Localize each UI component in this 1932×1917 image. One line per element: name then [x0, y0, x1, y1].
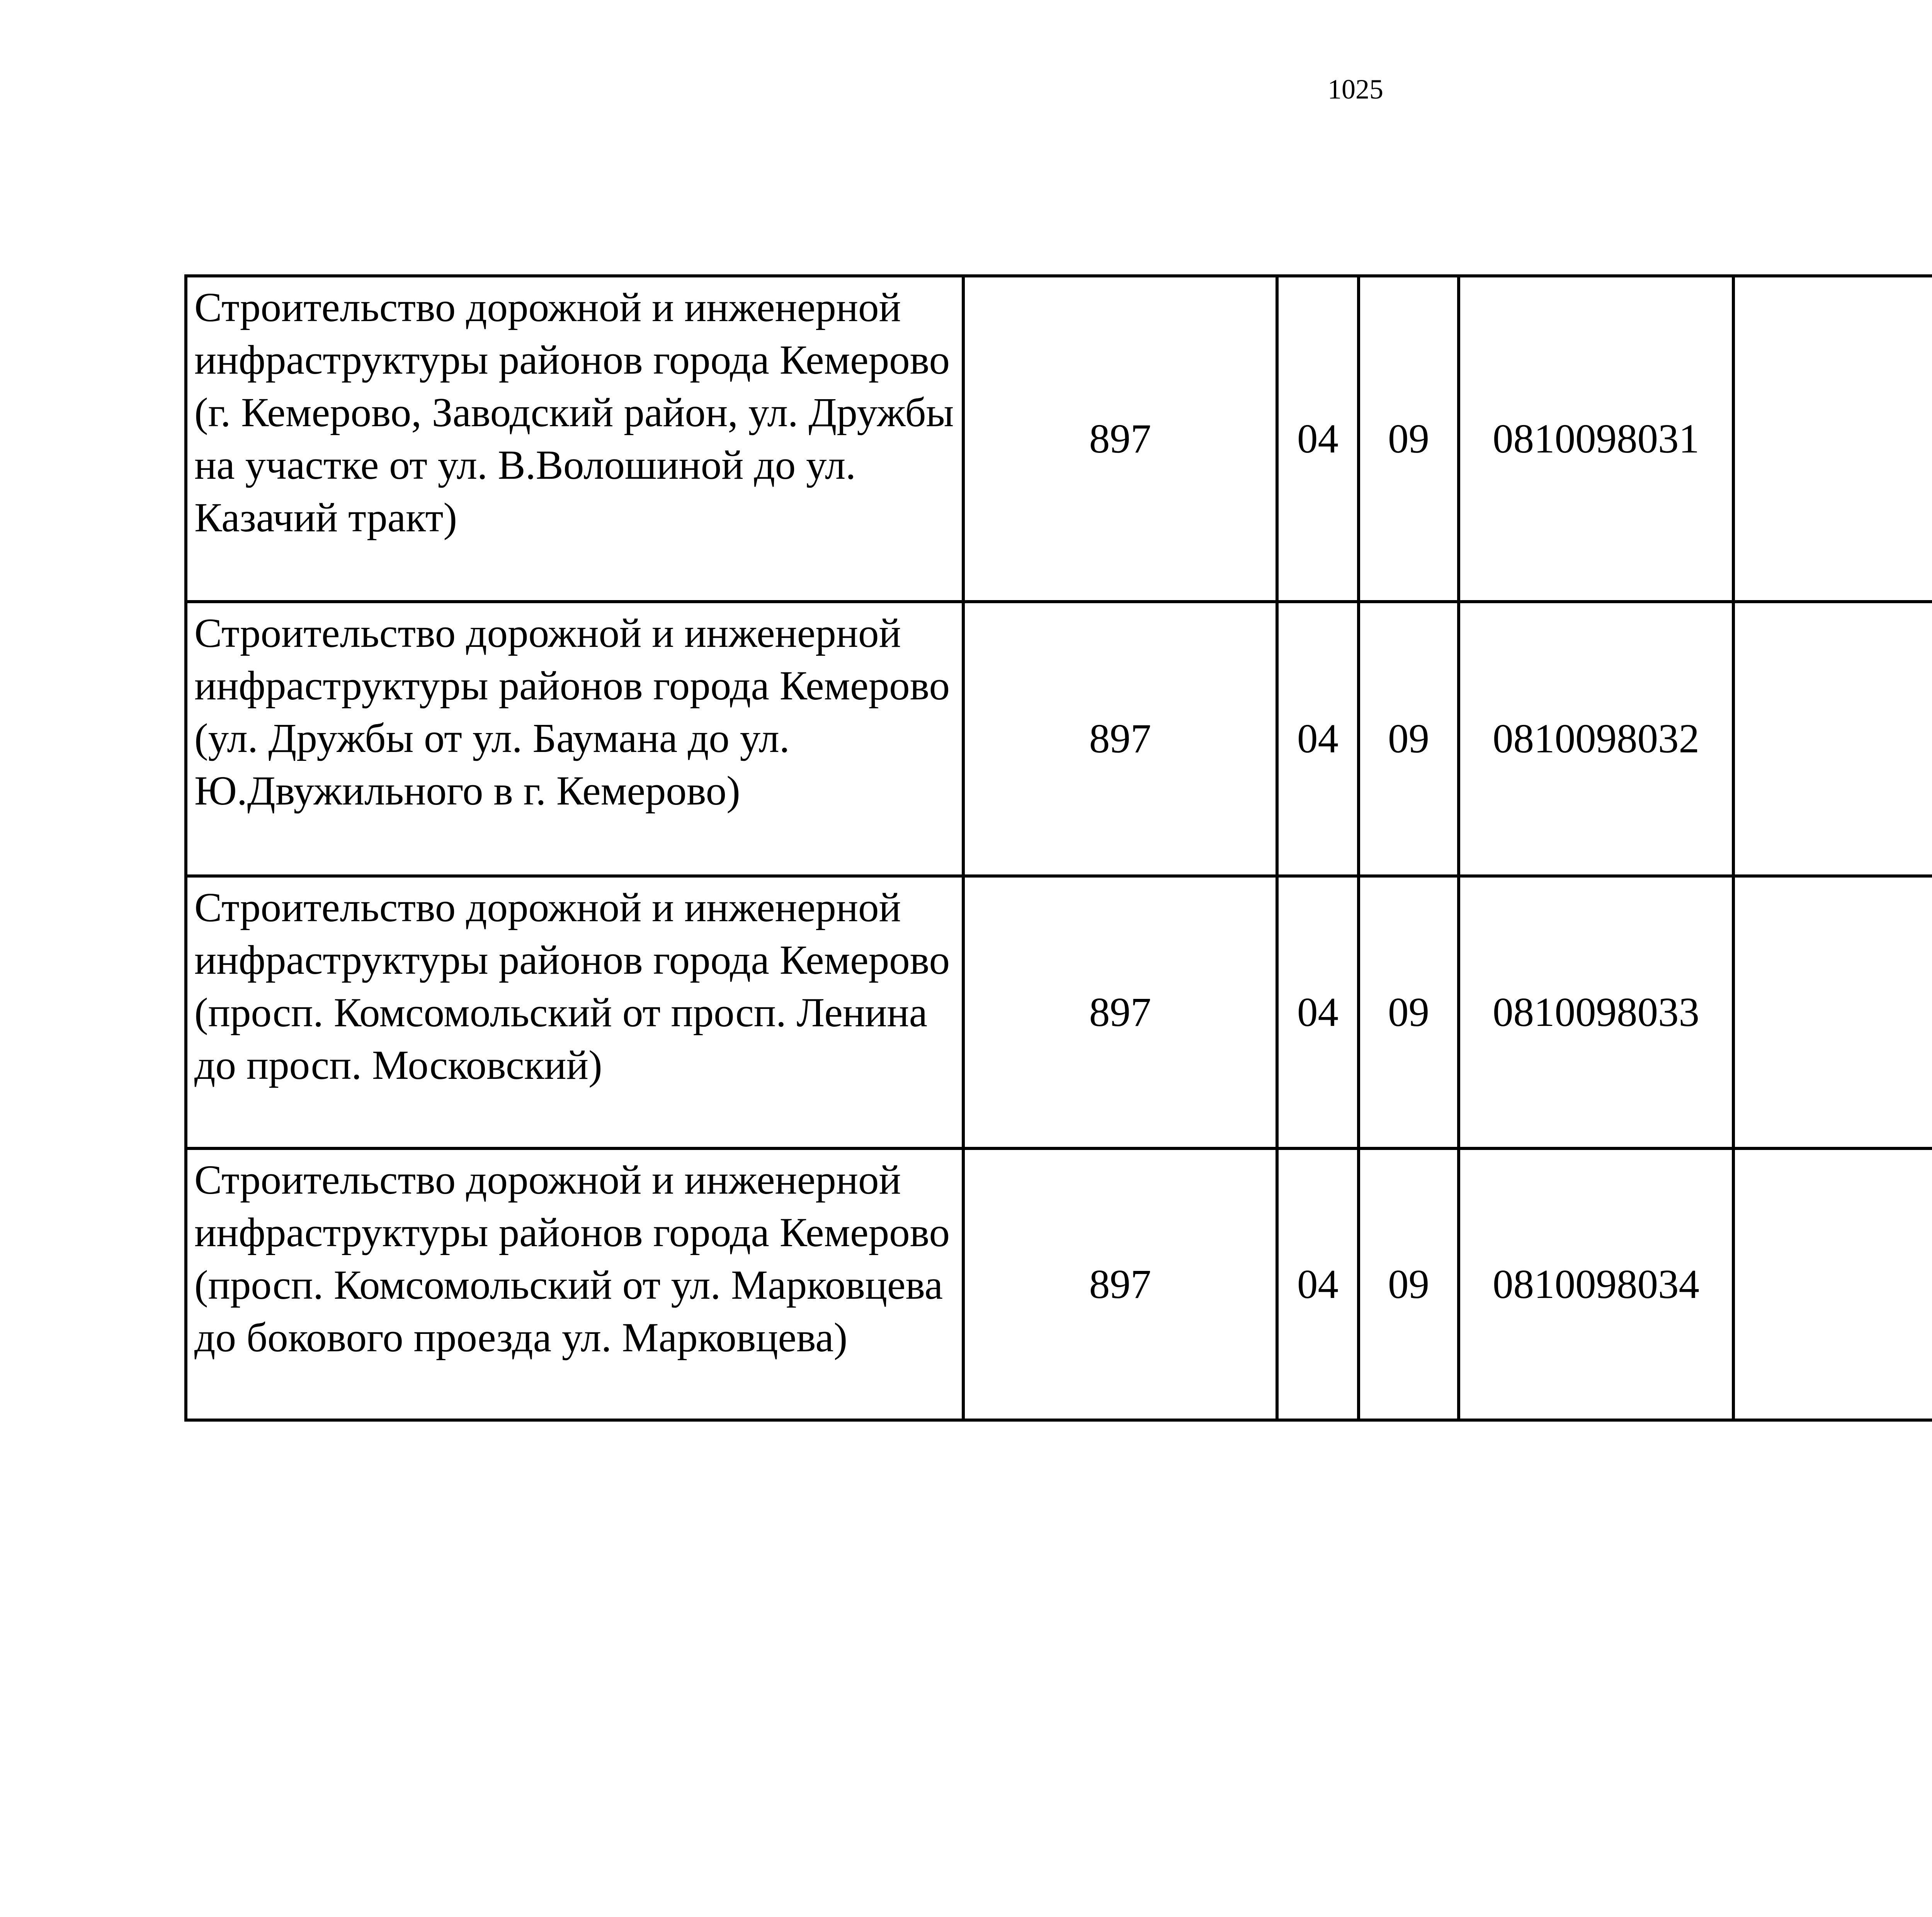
subsection-cell: 09 [1359, 1148, 1459, 1420]
code-cell: 897 [963, 876, 1277, 1148]
code-cell: 897 [963, 276, 1277, 602]
target-cell: 0810098033 [1459, 876, 1733, 1148]
description-cell: Строительство дорожной и инженерной инфраструктуры районов города Кемерово (просп. Комсомольский от ул. Марковцева до бокового проезда ул. Марковцева) [186, 1148, 963, 1420]
target-cell: 0810098032 [1459, 602, 1733, 876]
section-cell: 04 [1277, 276, 1359, 602]
section-cell: 04 [1277, 602, 1359, 876]
type-cell [1733, 876, 1932, 1148]
section-cell: 04 [1277, 876, 1359, 1148]
table-row [186, 876, 1932, 1148]
subsection-cell: 09 [1359, 876, 1459, 1148]
type-cell [1733, 602, 1932, 876]
type-cell [1733, 1148, 1932, 1420]
table-row [186, 276, 1932, 602]
table-row [186, 602, 1932, 876]
description-cell: Строительство дорожной и инженерной инфраструктуры районов города Кемерово (ул. Дружбы от ул. Баумана до ул. Ю.Двужильного в г. Кемерово) [186, 602, 963, 876]
budget-table [184, 274, 1932, 1422]
code-cell: 897 [963, 1148, 1277, 1420]
target-cell: 0810098031 [1459, 276, 1733, 602]
type-cell [1733, 276, 1932, 602]
subsection-cell: 09 [1359, 276, 1459, 602]
description-cell: Строительство дорожной и инженерной инфраструктуры районов города Кемерово (просп. Комсомольский от просп. Ленина до просп. Московский) [186, 876, 963, 1148]
table-row [186, 1148, 1932, 1420]
code-cell: 897 [963, 602, 1277, 876]
page-number: 1025 [1328, 74, 1383, 105]
section-cell: 04 [1277, 1148, 1359, 1420]
description-cell: Строительство дорожной и инженерной инфраструктуры районов города Кемерово (г. Кемерово, Заводский район, ул. Дружбы на участке от ул. В.Волошиной до ул. Казачий тракт) [186, 276, 963, 602]
target-cell: 0810098034 [1459, 1148, 1733, 1420]
subsection-cell: 09 [1359, 602, 1459, 876]
